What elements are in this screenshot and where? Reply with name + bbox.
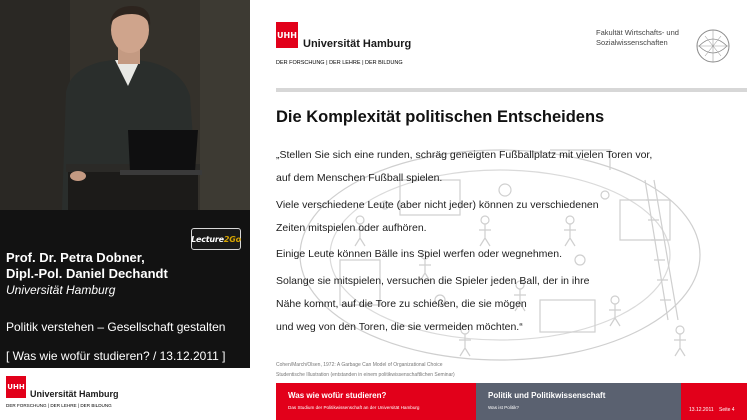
uhh-logo-mark: UHH xyxy=(6,376,26,398)
footer-event-block xyxy=(276,383,476,420)
footer-date: 13.12.2011 xyxy=(689,407,714,413)
series-title: [ Was wie wofür studieren? / 13.12.2011 ] xyxy=(6,349,226,363)
source-line-1: Cohen/March/Olsen, 1972: A Garbage Can Model of Organizational Choice xyxy=(276,362,443,368)
footer-event-title: Was wie wofür studieren? xyxy=(288,391,387,400)
university-logo-panel xyxy=(0,368,250,420)
quote-line: Zeiten mitspielen oder aufhören. xyxy=(276,222,427,234)
course-title: Politik verstehen – Gesellschaft gestalten xyxy=(6,320,226,334)
presentation-slide xyxy=(250,0,747,420)
badge-text: Lecture xyxy=(191,234,224,244)
quote-line: „Stellen Sie sich eine runden, schräg geneigten Fußballplatz mit vielen Toren vor, xyxy=(276,149,653,161)
quote-line: Solange sie mitspielen, versuchen die Spieler jeden Ball, der in ihre xyxy=(276,275,590,287)
speaker-name-1: Prof. Dr. Petra Dobner, xyxy=(6,250,145,265)
footer-page: Seite 4 xyxy=(719,407,735,413)
speaker-institution: Universität Hamburg xyxy=(6,283,116,297)
speaker-name-2: Dipl.-Pol. Daniel Dechandt xyxy=(6,266,168,281)
lecture2go-badge xyxy=(191,228,241,250)
lecture-video[interactable] xyxy=(0,0,250,210)
footer-topic-subtitle: Was ist Politik? xyxy=(488,405,519,410)
university-logo xyxy=(6,376,119,399)
faculty-line-2: Sozialwissenschaften xyxy=(596,38,668,47)
slide-footer xyxy=(250,383,747,420)
university-name: Universität Hamburg xyxy=(303,38,412,50)
footer-meta-block xyxy=(681,383,747,420)
speaker-info xyxy=(6,250,168,298)
slide-title: Die Komplexität politischen Entscheidens xyxy=(276,108,605,126)
university-tagline: DER FORSCHUNG | DER LEHRE | DER BILDUNG xyxy=(6,403,112,408)
slide-source xyxy=(276,360,455,380)
speaker-video-frame xyxy=(0,0,250,210)
source-line-2: Studentische Illustration (entstanden in einem politikwissenschaftlichen Seminar) xyxy=(276,372,455,378)
uhh-logo-mark: UHH xyxy=(276,22,298,48)
quote-line: Einige Leute können Bälle ins Spiel werfen oder wegnehmen. xyxy=(276,248,563,260)
footer-topic-block xyxy=(476,383,681,420)
speaker-panel xyxy=(0,0,250,420)
quote-line: und weg von den Toren, die sie vermeiden möchten.“ xyxy=(276,321,523,333)
footer-event-subtitle: Das Studium der Politikwissenschaft an der Universität Hamburg xyxy=(288,405,420,410)
quote-line: Nähe kommt, auf die Tore zu schießen, die sie mögen xyxy=(276,298,527,310)
faculty-line-1: Fakultät Wirtschafts- und xyxy=(596,28,679,37)
university-tagline: DER FORSCHUNG | DER LEHRE | DER BILDUNG xyxy=(276,60,403,66)
university-name: Universität Hamburg xyxy=(30,389,119,399)
quote-line: auf dem Menschen Fußball spielen. xyxy=(276,172,443,184)
quote-line: Viele verschiedene Leute (aber nicht jeder) können zu verschiedenen xyxy=(276,199,599,211)
footer-topic-title: Politik und Politikwissenschaft xyxy=(488,391,606,400)
badge-text-accent: 2Go xyxy=(223,234,241,244)
